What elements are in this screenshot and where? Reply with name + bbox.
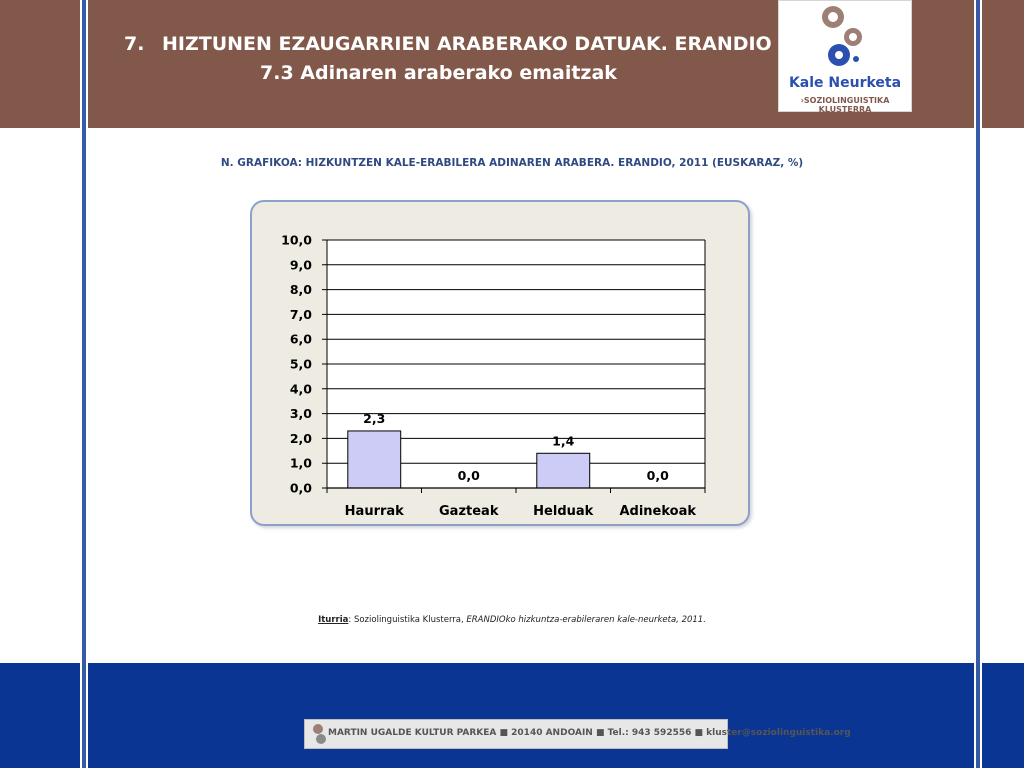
chart-heading: N. GRAFIKOA: HIZKUNTZEN KALE-ERABILERA ADINAREN ARABERA. ERANDIO, 2011 (EUSKARAZ, %) bbox=[220, 157, 804, 169]
data-label: 2,3 bbox=[363, 410, 386, 426]
x-tick-label: Gazteak bbox=[439, 504, 499, 519]
right-frame-line bbox=[974, 0, 982, 768]
y-tick-label: 1,0 bbox=[289, 455, 312, 471]
y-tick-label: 4,0 bbox=[289, 381, 312, 397]
page-subtitle: 7.3 Adinaren araberako emaitzak bbox=[260, 62, 617, 84]
y-tick-label: 7,0 bbox=[289, 306, 312, 322]
x-tick-label: Haurrak bbox=[344, 504, 404, 519]
page-title bbox=[124, 33, 772, 55]
y-tick-label: 0,0 bbox=[289, 480, 312, 496]
source-label: Iturria bbox=[318, 615, 349, 625]
source-title: ERANDIOko hizkuntza-erabileraren kale-neurketa, 2011. bbox=[466, 615, 706, 625]
logo-mark-icon bbox=[779, 1, 911, 73]
left-frame-line bbox=[80, 0, 88, 768]
bar-haurrak bbox=[348, 431, 401, 488]
footer-band bbox=[0, 663, 1024, 768]
x-tick-label: Helduak bbox=[533, 504, 594, 519]
data-label: 1,4 bbox=[552, 433, 575, 449]
y-tick-label: 9,0 bbox=[289, 257, 312, 273]
source-note bbox=[0, 615, 1024, 625]
y-tick-label: 5,0 bbox=[289, 356, 312, 372]
y-tick-label: 3,0 bbox=[289, 406, 312, 422]
bar-helduak bbox=[537, 453, 590, 488]
footer-logo-icon bbox=[309, 721, 329, 747]
logo-subtitle: ›SOZIOLINGUISTIKA KLUSTERRA bbox=[800, 96, 890, 114]
kale-neurketa-logo bbox=[778, 0, 912, 112]
section-number: 7. bbox=[124, 33, 145, 55]
logo-name: Kale Neurketa bbox=[788, 75, 902, 91]
x-tick-label: Adinekoak bbox=[619, 504, 697, 519]
footer-address: MARTIN UGALDE KULTUR PARKEA ■ 20140 ANDOAIN ■ Tel.: 943 592556 ■ kluster@soziolinguistika.org bbox=[328, 728, 851, 738]
y-tick-label: 8,0 bbox=[289, 282, 312, 298]
y-tick-label: 2,0 bbox=[289, 430, 312, 446]
bar-chart bbox=[250, 200, 750, 526]
data-label: 0,0 bbox=[457, 468, 480, 483]
source-text: : Soziolinguistika Klusterra, bbox=[348, 615, 467, 625]
y-tick-label: 10,0 bbox=[281, 232, 312, 248]
section-title: HIZTUNEN EZAUGARRIEN ARABERAKO DATUAK. ERANDIO bbox=[162, 33, 772, 55]
y-tick-label: 6,0 bbox=[289, 331, 312, 347]
data-label: 0,0 bbox=[646, 468, 669, 483]
